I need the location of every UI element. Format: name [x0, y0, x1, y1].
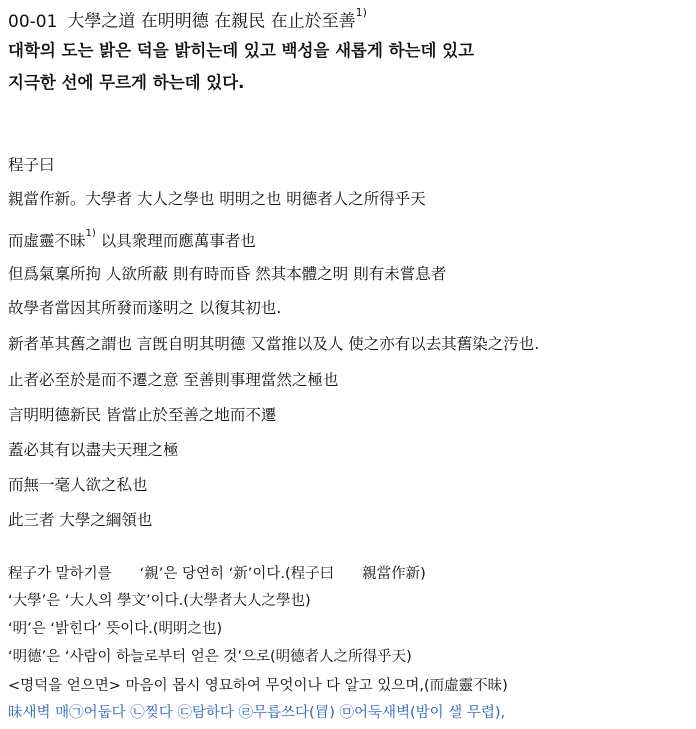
footnote-marker[interactable]: 1): [355, 6, 367, 19]
commentary-hanja-line: 此三者 大學之綱領也: [8, 511, 153, 529]
commentary-hanja-line: 蓋必其有以盡夫天理之極: [8, 441, 179, 459]
footnote-marker[interactable]: 1): [85, 228, 96, 239]
commentary-hanja-line: 故學者當因其所發而遂明之 以復其初也.: [8, 299, 282, 317]
commentary-hanja-line: 但爲氣稟所拘 人欲所蔽 則有時而昏 然其本體之明 則有未嘗息者: [8, 265, 447, 283]
commentary-korean-line: <명덕을 얻으면> 마음이 몹시 영묘하여 무엇이나 다 알고 있으며,(而虛靈不昧): [8, 678, 508, 694]
commentary-hanja-line: 言明明德新民 皆當止於至善之地而不遷: [8, 406, 277, 424]
commentary-hanja-line: 止者必至於是而不遷之意 至善則事理當然之極也: [8, 371, 339, 389]
translation-line-2: 지극한 선에 무르게 하는데 있다.: [8, 73, 245, 92]
comment-text: ‘親’은 당연히 ‘新’이다.(程子曰: [139, 566, 335, 582]
passage-hanja-title: 大學之道 在明明德 在親民 在止於至善: [67, 11, 356, 32]
commentary-hanja-line: 新者革其舊之謂也 言旣自明其明德 又當推以及人 使之亦有以去其舊染之汚也.: [8, 335, 540, 353]
passage-number: 00-01: [8, 11, 58, 32]
commentary-hanja-line: 而無一毫人欲之私也: [8, 476, 148, 494]
commentary-hanja-line: [8, 228, 256, 251]
commentary-korean-line: [8, 565, 426, 583]
passage-heading: [8, 6, 367, 33]
dictionary-note-line: 昧새벽 매㉠어둡다 ㉡찢다 ㉢탐하다 ㉣무릅쓰다(冒) ㉤어둑새벽(밤이 샐 무렵),: [8, 705, 506, 721]
commentary-korean-line: ‘明德’은 ‘사람이 하늘로부터 얻은 것’으로(明德者人之所得乎天): [8, 649, 412, 665]
hanja-text: 而虛靈不昧: [8, 232, 86, 251]
commentary-korean-line: ‘明’은 ‘밝힌다’ 뜻이다.(明明之也): [8, 621, 223, 637]
comment-text: 程子가 말하기를: [8, 566, 112, 582]
comment-text: 親當作新): [362, 566, 426, 582]
commentary-hanja-line: 程子曰: [8, 156, 55, 174]
translation-line-1: 대학의 도는 밝은 덕을 밝히는데 있고 백성을 새롭게 하는데 있고: [8, 41, 475, 60]
commentary-hanja-line: 親當作新。大學者 大人之學也 明明之也 明德者人之所得乎天: [8, 190, 426, 208]
hanja-text: 以具衆理而應萬事者也: [95, 232, 256, 251]
commentary-korean-line: ‘大學’은 ‘大人의 學文’이다.(大學者大人之學也): [8, 593, 311, 609]
